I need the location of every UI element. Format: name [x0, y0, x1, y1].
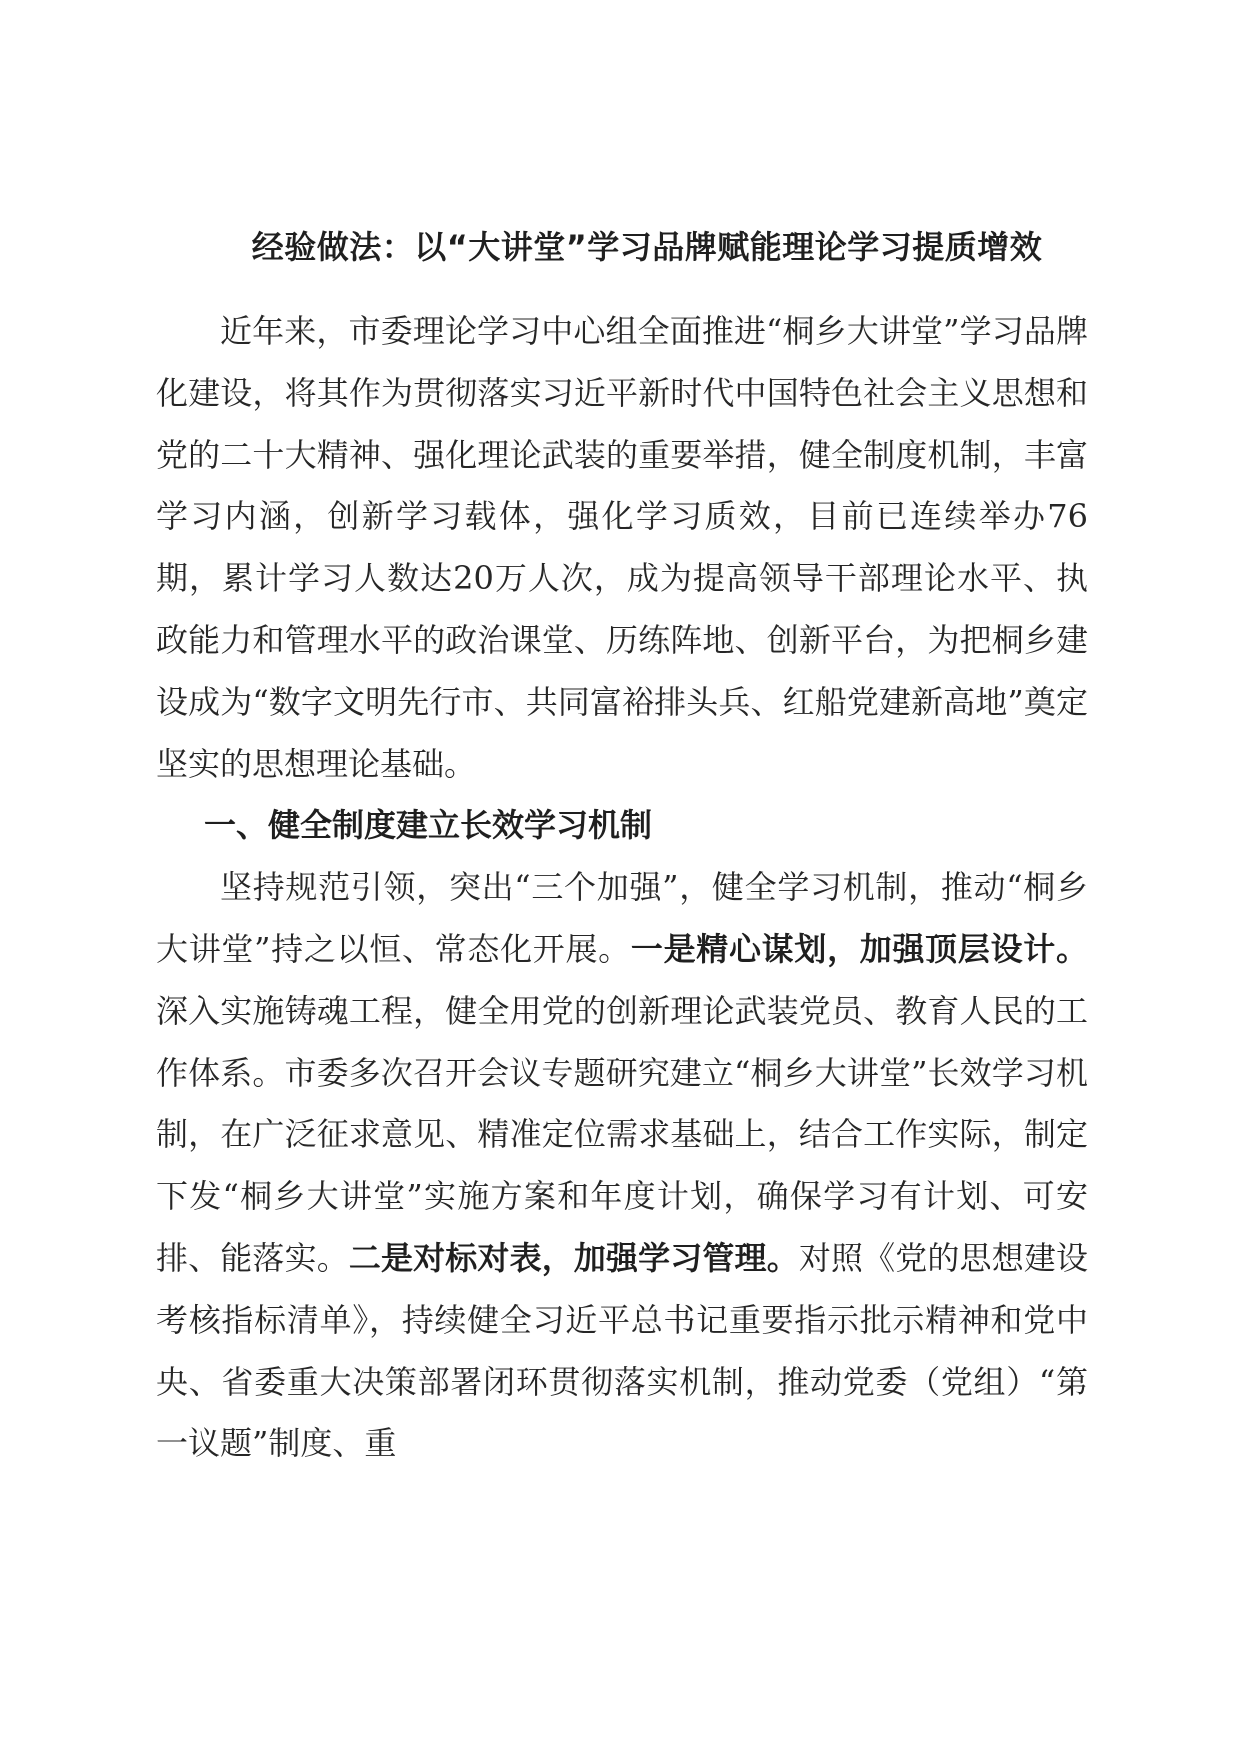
section-paragraph — [156, 857, 1088, 1475]
document-body — [156, 222, 1088, 1475]
bold-point-two: 二是对标对表，加强学习管理。 — [348, 1238, 799, 1277]
section-heading: 一、健全制度建立长效学习机制 — [204, 806, 653, 845]
paragraph-text: 对照《党的思想建设考核指标清单》，持续健全习近平总书记重要指示批示精神和党中央、省委重大决策部署闭环贯彻落实机制，推动党委（党组）“第一议题”制度、重 — [156, 1238, 1088, 1463]
document-title: 经验做法：以“大讲堂”学习品牌赋能理论学习提质增效 — [251, 228, 1043, 266]
bold-point-one: 一是精心谋划，加强顶层设计。 — [630, 929, 1088, 968]
paragraph-text: 深入实施铸魂工程，健全用党的创新理论武装党员、教育人民的工作体系。市委多次召开会议专题研究建立“桐乡大讲堂”长效学习机制，在广泛征求意见、精准定位需求基础上，结合工作实际，制定下发“桐乡大讲堂”实施方案和年度计划，确保学习有计划、可安排、能落实。 — [156, 991, 1088, 1277]
paragraph-text: 坚持规范引领，突出“三个加强”，健全学习机制，推动“桐乡大讲堂”持之以恒、常态化开展。 — [156, 868, 1088, 968]
intro-paragraph: 近年来，市委理论学习中心组全面推进“桐乡大讲堂”学习品牌化建设，将其作为贯彻落实习近平新时代中国特色社会主义思想和党的二十大精神、强化理论武装的重要举措，健全制度机制，丰富学习内涵，创新学习载体，强化学习质效，目前已连续举办76期，累计学习人数达20万人次，成为提高领导干部理论水平、执政能力和管理水平的政治课堂、历练阵地、创新平台，为把桐乡建设成为“数字文明先行市、共同富裕排头兵、红船党建新高地”奠定坚实的思想理论基础。 — [156, 312, 1088, 783]
